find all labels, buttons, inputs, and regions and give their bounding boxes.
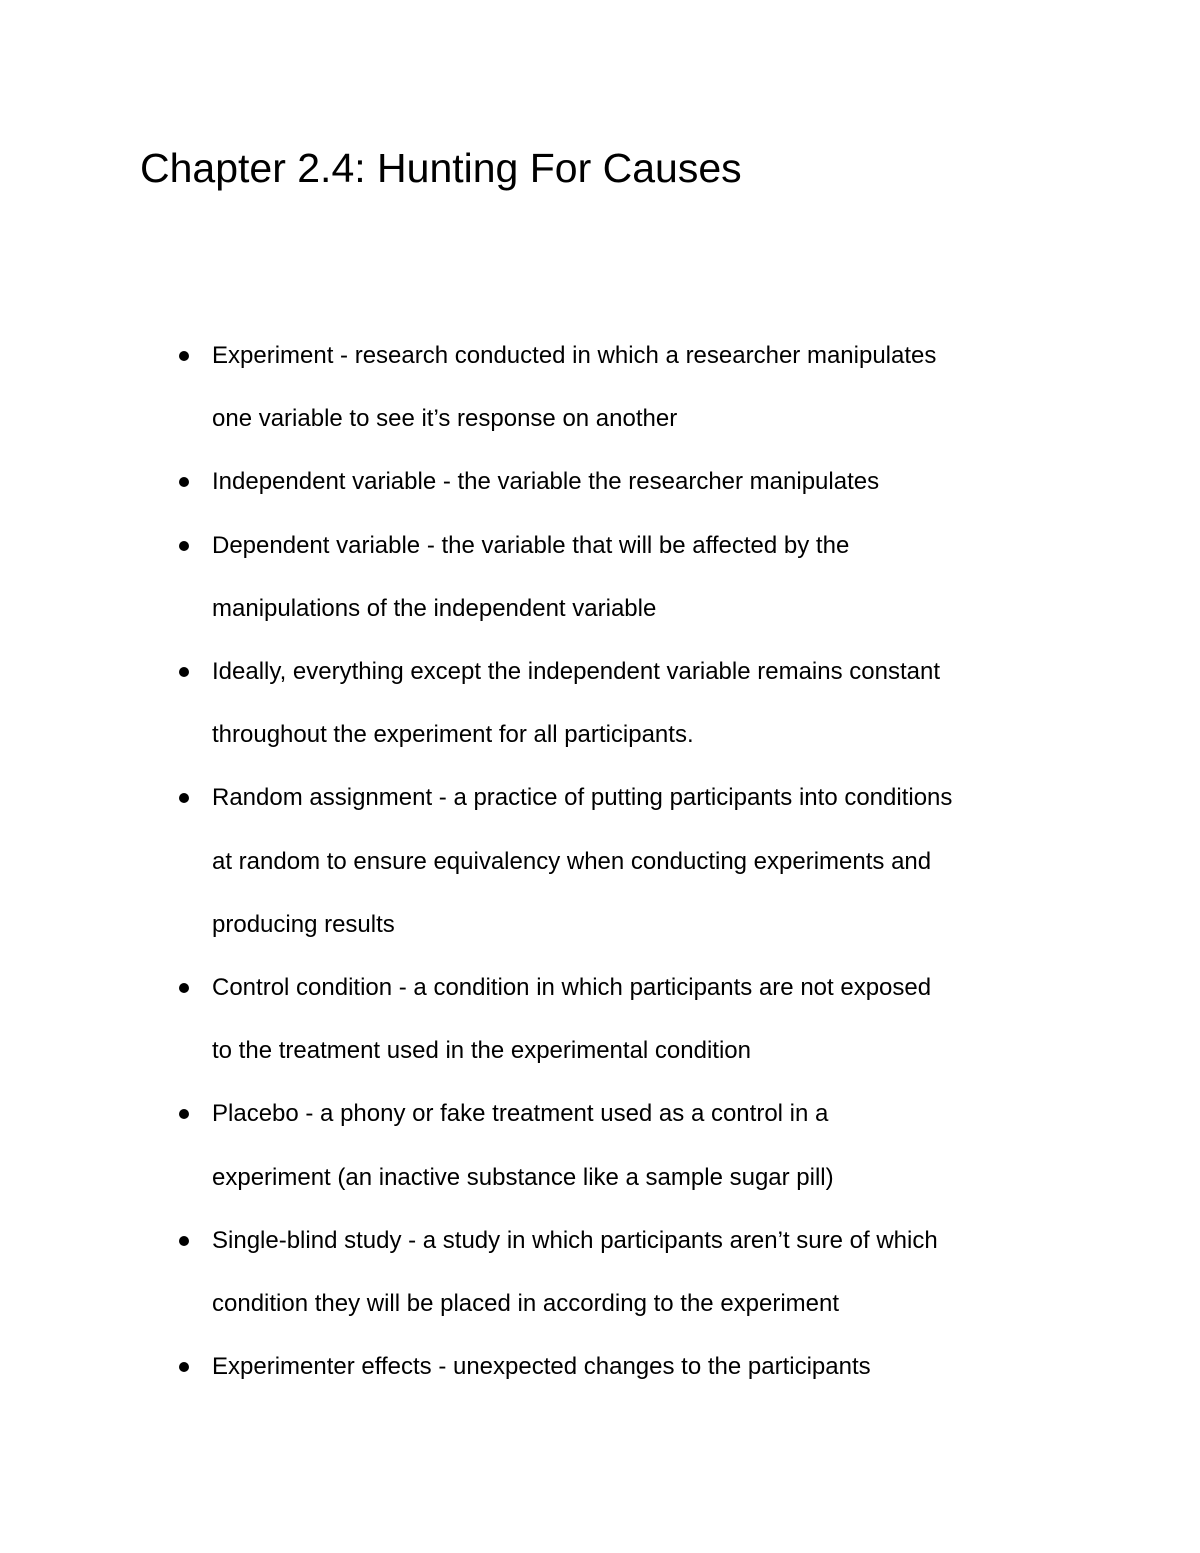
list-item-line: Experiment - research conducted in which a researcher manipulates: [212, 342, 937, 369]
bullet-icon: [179, 1362, 189, 1372]
list-item-line: throughout the experiment for all participants.: [212, 721, 694, 749]
list-item-line: Independent variable - the variable the researcher manipulates: [212, 468, 880, 496]
list-item: [0, 1209, 1062, 1335]
list-item-line: Experimenter effects - unexpected changes to the participants: [212, 1353, 871, 1381]
bullet-icon: [179, 541, 189, 551]
bullet-icon: [179, 793, 189, 803]
bullet-icon: [179, 1236, 189, 1246]
bullet-icon: [179, 983, 189, 993]
list-item: [0, 324, 1062, 450]
list-item-line: experiment (an inactive substance like a sample sugar pill): [212, 1163, 834, 1191]
list-item: [0, 956, 1062, 1082]
list-item: [0, 1335, 1062, 1398]
list-item-line: Random assignment - a practice of putting participants into conditions: [212, 784, 953, 812]
list-item-line: Single-blind study - a study in which participants aren’t sure of which: [212, 1226, 938, 1254]
list-item: [0, 450, 1062, 513]
list-item-line: condition they will be placed in according to the experiment: [212, 1290, 840, 1318]
list-item: [0, 766, 1062, 956]
list-item-line: manipulations of the independent variable: [212, 594, 657, 622]
list-item-line: Control condition - a condition in which participants are not exposed: [212, 974, 932, 1002]
list-item-line: producing results: [212, 910, 395, 938]
page-title: Chapter 2.4: Hunting For Causes: [140, 145, 742, 191]
bullet-icon: [179, 1109, 189, 1119]
bullet-list: [0, 324, 1200, 1398]
bullet-icon: [179, 667, 189, 677]
bullet-icon: [179, 351, 189, 361]
list-item-line: Ideally, everything except the independent variable remains constant: [212, 658, 941, 686]
list-item: [0, 514, 1062, 640]
list-item: [0, 1082, 1062, 1208]
list-item-line: at random to ensure equivalency when conducting experiments and: [212, 847, 932, 875]
list-item-line: to the treatment used in the experimental condition: [212, 1037, 751, 1065]
list-item: [0, 640, 1062, 766]
list-item-line: Dependent variable - the variable that will be affected by the: [212, 531, 850, 559]
bullet-icon: [179, 477, 189, 487]
list-item-line: one variable to see it’s response on another: [212, 405, 678, 433]
list-item-line: Placebo - a phony or fake treatment used as a control in a: [212, 1100, 829, 1128]
